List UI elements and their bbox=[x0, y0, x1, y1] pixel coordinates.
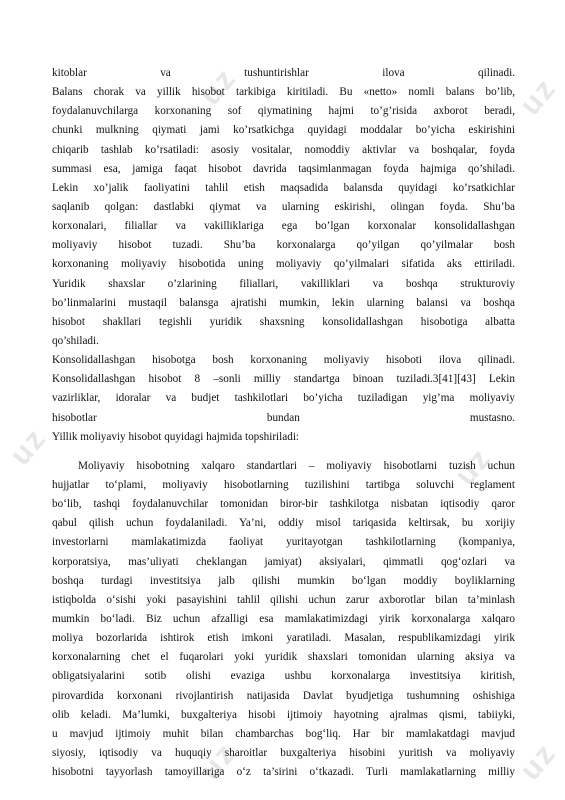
watermark: uz bbox=[193, 61, 243, 112]
text-line: moliya bozorlarida ishtirok etish imkoni yaratiladi. Masalan, respublikamizdagi yirik bbox=[52, 632, 515, 645]
text-line: Yuridik shaxslar o’zlarining filiallari, vakilliklari va boshqa strukturoviy bbox=[52, 277, 515, 290]
text-line: bo‘lib, tashqi foydalanuvchilar tomonidan biror-bir tashkilotga nisbatan iqtisodiy qaror bbox=[52, 498, 515, 511]
paragraph bbox=[52, 457, 515, 782]
text-line: boshqa turdagi investitsiya jalb qilishi mumkin bo‘lgan moddiy boyliklarning bbox=[52, 574, 515, 587]
text-line: korporatsiya, mas’uliyati cheklangan jamiyat) aksiyalari, qimmatli qog‘ozlari va bbox=[52, 555, 515, 568]
text-line: u mavjud ijtimoiy muhit bilan chambarchas bog‘liq. Har bir mamlakatdagi mavjud bbox=[52, 727, 515, 740]
text-line: obligatsiyalarini sotib olishi evaziga ushbu korxonalarga investitsiya kiritish, bbox=[52, 670, 515, 683]
paragraph bbox=[52, 61, 515, 351]
text-line: investorlarni mamlakatimizda faoliyat yuritayotgan tashkilotlarning (kompaniya, bbox=[52, 536, 515, 549]
watermark: uz bbox=[3, 421, 53, 472]
text-line: korxonaning moliyaviy hisobotida uning moliyaviy qo’yilmalari sifatida aks ettiriladi. bbox=[52, 258, 515, 271]
text-line: Lekin xo’jalik faoliyatini tahlil etish maqsadida balansda quyidagi ko’rsatkichlar bbox=[52, 181, 515, 194]
text-line: qo’shiladi. bbox=[52, 334, 99, 347]
text-line: pirovardida korxonani rivojlantirish natijasida Davlat byudjetiga tushumning oshishiga bbox=[52, 689, 515, 702]
text-line: kitoblar va tushuntirishlar ilova qilinadi. bbox=[52, 67, 515, 79]
text-line: Konsolidallashgan hisobotga bosh korxonaning moliyaviy hisoboti ilova qilinadi. bbox=[52, 354, 515, 367]
text-line: hisobot shakllari tegishli yuridik shaxsning konsolidallashgan hisobotiga albatta bbox=[52, 315, 515, 328]
watermark: uz bbox=[513, 736, 563, 787]
text-line: hisobotni tayyorlash tamoyillariga o‘z ta’sirini o‘tkazadi. Turli mamlakatlarning milliy bbox=[52, 766, 515, 779]
text-line: summasi esa, jamiga faqat hisobot davrida taqsimlanmagan foyda hajmiga qo’shiladi. bbox=[52, 162, 515, 175]
text-line: saqlanib qolgan: dastlabki qiymat va ularning eskirishi, olingan foyda. Shu’ba bbox=[52, 200, 515, 213]
text-line: olib keladi. Ma’lumki, buxgalteriya hisobi ijtimoiy hayotning ajralmas qismi, tabiiyki, bbox=[52, 708, 515, 721]
text-line: hisobotlar bundan mustasno. bbox=[52, 411, 515, 424]
text-line: moliyaviy hisobot tuzadi. Shu’ba korxonalarga qo’yilgan qo’yilmalar bosh bbox=[52, 239, 515, 252]
watermark: uz bbox=[513, 71, 563, 122]
text-line: bo’linmalarini mustaqil balansga ajratishi mumkin, lekin ularning balansi va boshqa bbox=[52, 296, 515, 309]
text-line: qabul qilish uchun foydalaniladi. Ya’ni, oddiy misol tariqasida keltirsak, bu xorijiy bbox=[52, 517, 515, 530]
watermark: uz bbox=[193, 736, 243, 787]
text-line: Balans chorak va yillik hisobot tarkibiga kiritiladi. Bu «netto» nomli balans bo’lib, bbox=[52, 86, 515, 99]
text-line: istiqbolda o‘sishi yoki pasayishini tahlil qilishi uchun zarur axborotlar bilan ta’minlash bbox=[52, 593, 515, 606]
text-line: siyosiy, iqtisodiy va huquqiy sharoitlar buxgalteriya hisobini yuritish va moliyaviy bbox=[52, 746, 515, 759]
paragraph bbox=[52, 351, 515, 447]
text-line: vazirliklar, idoralar va budjet tashkilotlari bo’yicha tuziladigan yig’ma moliyaviy bbox=[52, 392, 515, 405]
text-line: mumkin bo‘ladi. Biz uchun afzalligi esa mamlakatimizdagi yirik korxonalarga xalqaro bbox=[52, 612, 515, 625]
text-line: Konsolidallashgan hisobot 8 –sonli milliy standartga binoan tuziladi.3[41][43] Lekin bbox=[52, 373, 515, 386]
text-line: foydalanuvchilarga korxonaning sof qiymatining hajmi to’g’risida axborot beradi, bbox=[52, 105, 515, 118]
text-line: Moliyaviy hisobotning xalqaro standartlari – moliyaviy hisobotlarni tuzish uchun bbox=[78, 459, 515, 472]
text-line: Yillik moliyaviy hisobot quyidagi hajmida topshiriladi: bbox=[52, 430, 300, 443]
text-line: korxonalarning chet el fuqarolari yoki yuridik shaxslari tomonidan ularning aksiya va bbox=[52, 651, 515, 664]
text-line: chiqarib tashlab ko’rsatiladi: asosiy vositalar, nomoddiy aktivlar va boshqalar, foyda bbox=[52, 143, 515, 156]
text-line: chunki mulkning qiymati jami ko’rsatkichga quyidagi moddalar bo’yicha eskirishini bbox=[52, 124, 515, 137]
watermark: uz bbox=[448, 441, 498, 492]
text-line: hujjatlar to‘plami, moliyaviy hisobotlarning tuzilishini tartibga soluvchi reglament bbox=[52, 478, 515, 491]
document-page bbox=[52, 61, 515, 782]
text-line: korxonalari, filiallar va vakilliklariga ega bo’lgan korxonalar konsolidallashgan bbox=[52, 220, 515, 233]
